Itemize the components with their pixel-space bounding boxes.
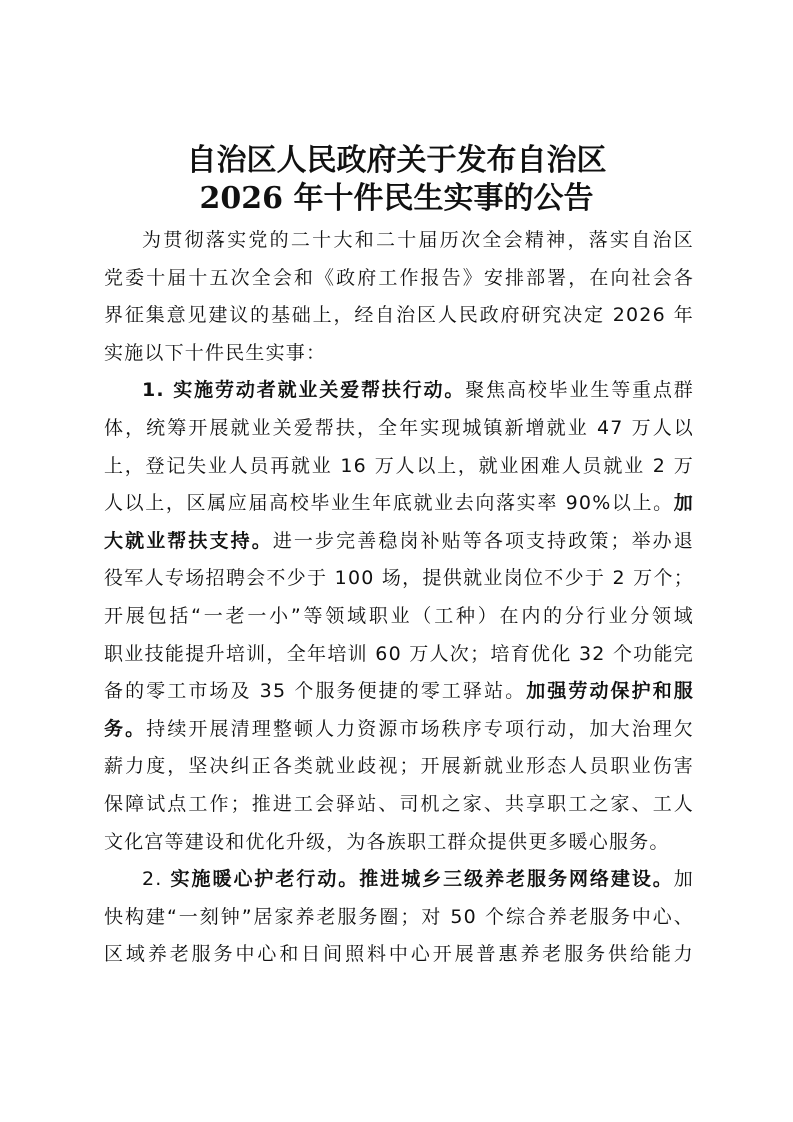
intro-line: 实施以下十件民生实事： xyxy=(104,341,327,364)
intro-line: 界征集意见建议的基础上，经自治区人民政府研究决定 2026 年 xyxy=(104,304,694,327)
item1-line: 薪力度，坚决纠正各类就业歧视；开展新就业形态人员职业伤害 xyxy=(104,755,694,778)
intro-line: 为贯彻落实党的二十大和二十届历次全会精神，落实自治区 xyxy=(142,229,694,251)
item1-line xyxy=(104,673,694,711)
item2-heading: 实施暖心护老行动。 xyxy=(170,868,360,891)
item2-line: 快构建“一刻钟”居家养老服务圈；对 50 个综合养老服务中心、 xyxy=(104,905,694,928)
item2-line: 区域养老服务中心和日间照料中心开展普惠养老服务供给能力 xyxy=(104,943,694,966)
item2-subheading: 推进城乡三级养老服务网络建设。 xyxy=(359,868,674,891)
document-title-line-2: 2026 年十件民生实事的公告 xyxy=(199,181,594,216)
item1-text: 持续开展清理整顿人力资源市场秩序专项行动，加大治理欠 xyxy=(146,717,694,740)
item1-text: 人以上，区属应届高校毕业生年底就业去向落实率 90%以上。 xyxy=(104,492,674,515)
item1-subheading: 大就业帮扶支持。 xyxy=(104,529,273,552)
document-title-line-1: 自治区人民政府关于发布自治区 xyxy=(186,143,607,178)
item2-line xyxy=(104,861,694,899)
item1-line: 保障试点工作；推进工会驿站、司机之家、共享职工之家、工人 xyxy=(104,792,694,815)
intro-line: 党委十届十五次全会和《政府工作报告》安排部署，在向社会各 xyxy=(104,266,694,289)
item1-line: 体，统筹开展就业关爱帮扶，全年实现城镇新增就业 47 万人以 xyxy=(104,416,694,439)
item1-line xyxy=(104,372,694,410)
document-body xyxy=(104,222,694,974)
item1-line xyxy=(104,485,694,523)
item1-subheading: 务。 xyxy=(104,717,147,740)
item1-text: 聚焦高校毕业生等重点群 xyxy=(465,379,694,402)
item1-line: 职业技能提升培训，全年培训 60 万人次；培育优化 32 个功能完 xyxy=(104,642,694,665)
item1-line: 役军人专场招聘会不少于 100 场，提供就业岗位不少于 2 万个； xyxy=(104,567,694,590)
item1-text: 备的零工市场及 35 个服务便捷的零工驿站。 xyxy=(104,680,527,703)
item1-line xyxy=(104,523,694,561)
item1-line: 上，登记失业人员再就业 16 万人以上，就业困难人员就业 2 万 xyxy=(104,454,694,477)
item2-number: 2. xyxy=(142,868,171,891)
item1-subheading: 加 xyxy=(673,492,694,515)
item1-subheading: 加强劳动保护和服 xyxy=(526,680,694,703)
item1-line xyxy=(104,711,694,749)
item1-text: 进一步完善稳岗补贴等各项支持政策；举办退 xyxy=(272,529,694,552)
item1-heading: 1. 实施劳动者就业关爱帮扶行动。 xyxy=(142,379,466,402)
item1-line: 开展包括“一老一小”等领域职业（工种）在内的分行业分领域 xyxy=(104,604,694,627)
item1-line: 文化宫等建设和优化升级，为各族职工群众提供更多暖心服务。 xyxy=(104,830,670,853)
item2-text: 加 xyxy=(673,868,694,891)
